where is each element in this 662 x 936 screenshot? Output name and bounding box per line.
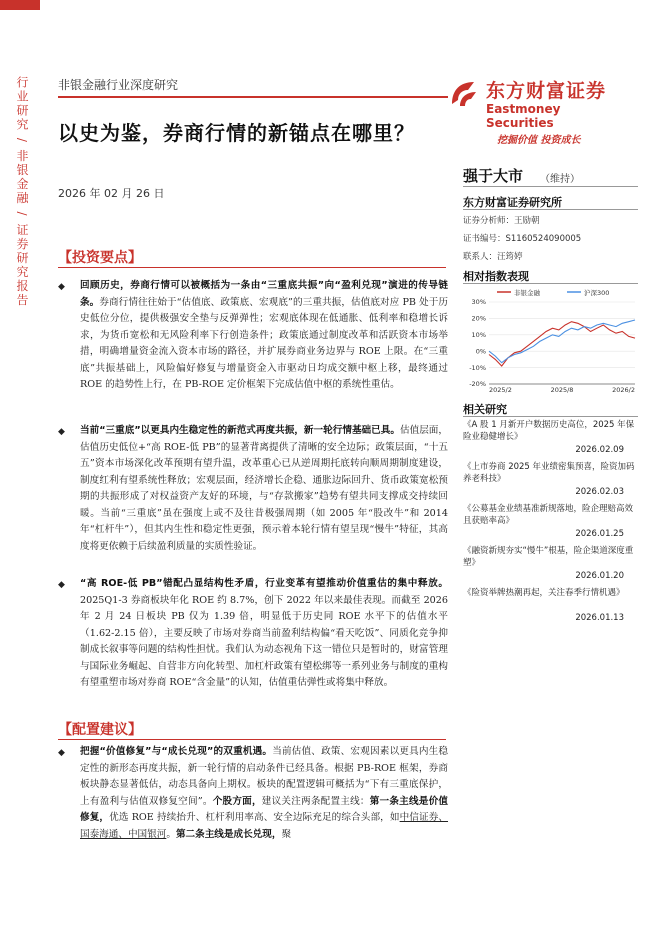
sidebar-category: 行业研究 / 非银金融 / 证券研究报告 <box>15 76 29 308</box>
y-tick-label: -10% <box>469 363 486 372</box>
x-tick-label: 2025/2 <box>489 386 512 394</box>
company-logo <box>446 74 616 130</box>
cert-number: 证书编号：S1160524090005 <box>463 234 582 244</box>
y-tick-label: 10% <box>471 331 486 339</box>
x-tick-label: 2026/2 <box>612 386 635 394</box>
related-item[interactable]: 《公募基金业绩基准新规落地，险企理赔高效且获赔率高》 <box>463 504 634 526</box>
y-tick-label: 30% <box>471 298 486 307</box>
point-mismatch-lead: “高 ROE-低 PB”错配凸显结构性矛盾，行业变革有望推动价值重估的集中释放。 <box>80 578 448 589</box>
divider <box>463 283 638 284</box>
related-date: 2026.01.25 <box>575 529 624 539</box>
related-item[interactable]: 《A 股 1 月新开户数据历史高位，2025 年保险业稳健增长》 <box>463 420 635 442</box>
logo-cn: 东方财富证券 <box>486 80 607 102</box>
header-rule <box>58 96 448 98</box>
bullet-icon: ◆ <box>58 748 65 758</box>
institute-title: 东方财富证券研究所 <box>463 196 562 209</box>
related-title: 相关研究 <box>463 403 507 416</box>
y-tick-label: -20% <box>469 380 486 389</box>
divider <box>463 416 638 417</box>
related-item[interactable]: 《上市券商 2025 年业绩密集预喜，险资加码养老科技》 <box>463 462 635 484</box>
point-current <box>80 423 448 555</box>
analyst-name: 证券分析师：王励朝 <box>463 216 540 226</box>
stock-links[interactable]: 中信证券、国泰海通、中国银河 <box>80 812 449 840</box>
divider <box>463 186 638 187</box>
logo-en: Eastmoney Securities <box>486 102 561 130</box>
point-history <box>80 278 448 394</box>
rating-note: （维持） <box>540 174 580 185</box>
point-allocation <box>80 744 448 843</box>
divider <box>463 209 638 210</box>
point-allocation-text5: 聚 <box>281 828 292 840</box>
x-tick-label: 2025/8 <box>550 386 574 394</box>
sidebar <box>0 0 40 936</box>
point-allocation-text: 当前估值、政策、宏观因素以更具内生稳定性的新形态再度共振，新一轮行情的启动条件已经具备。根据 PB-ROE 框架，券商板块静态显著低估，动态具备向上期权。板块的配置逻辑可概括为“下有三重底保护，上有盈利与估值双修复空间”。 <box>80 746 448 807</box>
report-category: 非银金融行业深度研究 <box>58 78 179 92</box>
related-date: 2026.01.13 <box>575 613 624 623</box>
point-mismatch <box>80 576 448 692</box>
point-allocation-text2: 建议关注两条配置主线： <box>261 795 370 807</box>
related-date: 2026.01.20 <box>575 571 624 581</box>
bullet-icon: ◆ <box>58 282 65 292</box>
contact-name: 联系人：汪筠婷 <box>463 252 523 262</box>
section-allocation: 【配置建议】 <box>58 722 142 738</box>
section-rule <box>58 267 446 268</box>
y-tick-label: 0% <box>475 347 486 356</box>
page-title: 以史为鉴，券商行情的新锚点在哪里？ <box>58 121 415 145</box>
point-current-text: 估值层面，估值历史低位+“高 ROE-低 PB”的显著背离提供了清晰的安全边际；政策层面，“十五五”资本市场深化改革预期有望升温，改革重心已从逆周期托底转向顺周期制度建设，制度红利有望系统性释放；宏观层面，经济增长企稳、通胀边际回升、货币政策宽松预期的共振形成了对权益资产友好的环境，与“存款搬家”趋势有望共同支撑成交持续回暖。当前“三重底”虽在强度上或不及往昔极强周期（如 2005 年“股改牛”和 2014 年“杠杆牛”），但其内生性和稳定性更强，预示着本轮行情有望呈现“慢牛”特征，其高度将更依赖于后续盈利质量的实质性验证。 <box>80 425 448 552</box>
related-date: 2026.02.09 <box>575 445 624 455</box>
point-allocation-line2: 第二条主线是成长兑现， <box>175 828 282 840</box>
logo-mark-icon <box>446 76 480 110</box>
point-allocation-text4: 。 <box>166 828 176 840</box>
sidebar-strip <box>0 0 40 10</box>
point-mismatch-text: 2025Q1-3 券商板块年化 ROE 约 8.7%，创下 2022 年以来最佳表现。而截至 2026 年 2 月 24 日板块 PB 仅为 1.39 倍，明显低于历史同 ROE 水平下的估值水平（1.62-2.15 倍），主要反映了市场对券商当前盈利结构偏“看天吃饭”、同质化竞争抑制成长叙事等问题的结构性担忧。我们认为动态视角下这一错位只是暂时的，财富管理与国际业务崛起、自营非方向化转型、加杠杆政策有望松绑等一系列业务与制度的重构有望重塑市场对券商 ROE“含金量”的认知，估值重估弹性或将集中释放。 <box>80 594 448 688</box>
rating-title: 强于大市 <box>463 167 524 185</box>
bullet-icon: ◆ <box>58 427 65 437</box>
series-line <box>489 322 635 366</box>
legend-label: 沪深300 <box>584 289 610 297</box>
y-tick-label: 20% <box>471 314 486 323</box>
related-item[interactable]: 《融资新规夯实“慢牛”根基，险企渠道深度重塑》 <box>463 546 634 568</box>
point-history-text: 券商行情往往始于“估值底、政策底、宏观底”的三重共振，估值底对应 PB 处于历史低位分位，提供极强安全垫与反弹弹性；宏观底体现在低通胀、低利率和稳增长诉求，为货币宽松和无风险利率下行创造条件；政策底通过制度改革和活跃资本市场举措，明确增量资金流入资本市场的路径，并扩展券商业务边界与 ROE 上限。在“三重底”共振基础上，风险偏好修复与增量资金入市驱动日均成交额中枢上移，最终通过 ROE 的趋势性上行，在 PB-ROE 定价框架下完成估值中枢的系统性重估。 <box>80 296 448 390</box>
point-history-lead: 回顾历史，券商行情可以被概括为一条由“三重底共振”向“盈利兑现”演进的传导链条。 <box>80 280 448 308</box>
point-allocation-text3: 优选 ROE 持续抬升、杠杆利用率高、安全边际充足的综合头部，如 <box>109 812 400 823</box>
point-allocation-stocks: 个股方面， <box>212 795 262 807</box>
report-date: 2026 年 02 月 26 日 <box>58 187 165 200</box>
point-allocation-lead: 把握“价值修复”与“成长兑现”的双重机遇。 <box>80 746 273 757</box>
point-allocation-line1: 第一条主线是价值修复， <box>80 795 449 823</box>
section-rule <box>58 739 446 740</box>
slogan: 挖掘价值 投资成长 <box>497 135 581 146</box>
bullet-icon: ◆ <box>58 580 65 590</box>
legend-label: 非银金融 <box>514 289 540 297</box>
performance-title: 相对指数表现 <box>463 270 529 283</box>
series-line <box>489 320 635 363</box>
related-item[interactable]: 《险资举牌热潮再起，关注春季行情机遇》 <box>463 588 625 598</box>
section-key-points: 【投资要点】 <box>58 250 142 266</box>
point-current-lead: 当前“三重底”以更具内生稳定性的新范式再度共振，新一轮行情基础已具。 <box>80 425 400 436</box>
related-date: 2026.02.03 <box>575 487 624 497</box>
performance-chart <box>463 286 641 396</box>
